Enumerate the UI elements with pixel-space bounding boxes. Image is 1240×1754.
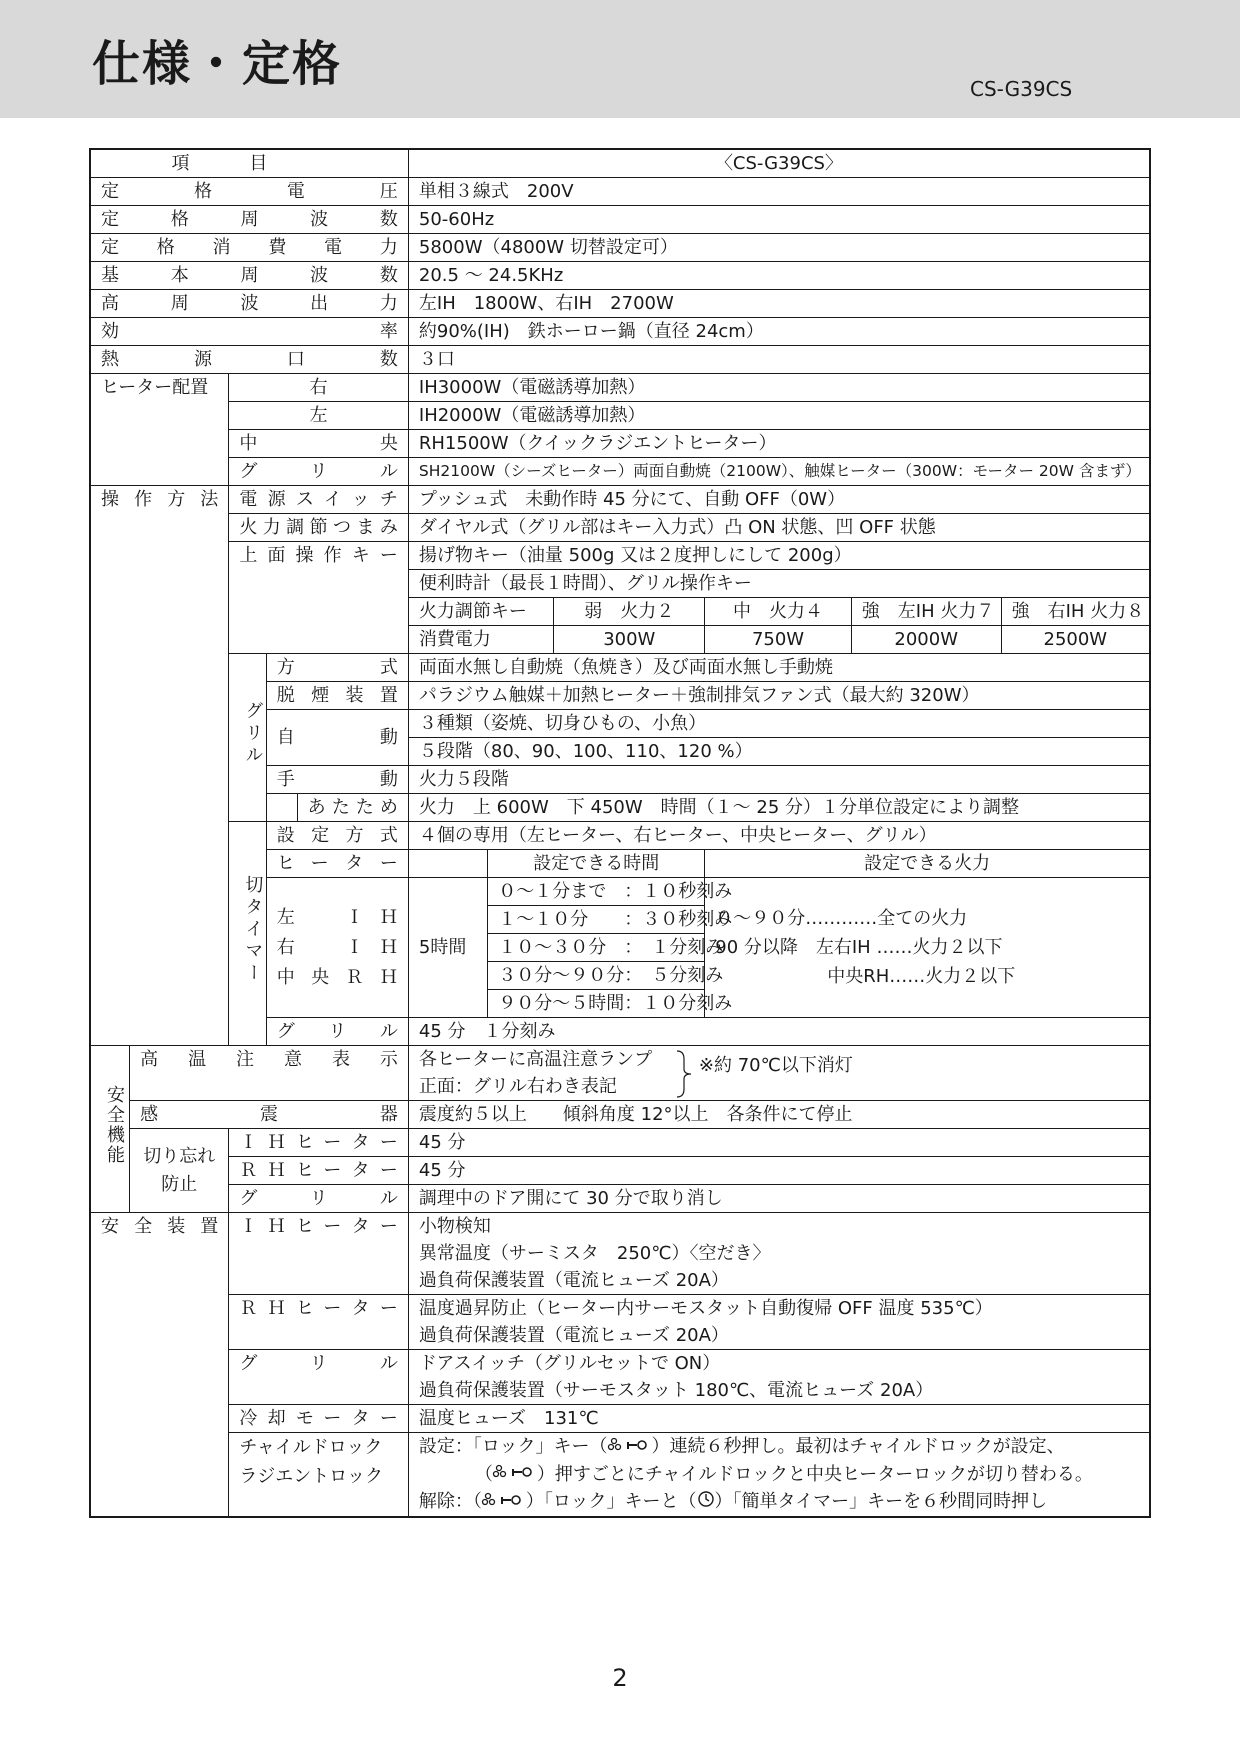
spacer-cell <box>266 794 297 822</box>
power-cell: 消費電力 <box>408 626 553 654</box>
row-label: 高温注意表示 <box>130 1046 409 1101</box>
row-label: 自動 <box>266 710 408 766</box>
row-value: 調理中のドア開にて 30 分で取り消し <box>408 1185 1150 1213</box>
power-cell: 750W <box>705 626 852 654</box>
lock-key-icon <box>482 1489 526 1516</box>
heat-cell: 火力調節キー <box>408 598 553 626</box>
row-value: IH2000W（電磁誘導加熱） <box>408 402 1150 430</box>
row-label: 定格電圧 <box>90 178 408 206</box>
row-label: 右 <box>229 374 409 402</box>
header-model-cell: 〈CS-G39CS〉 <box>408 149 1150 178</box>
table-row <box>90 458 1150 486</box>
row-value: 単相３線式 200V <box>408 178 1150 206</box>
row-value: ドアスイッチ（グリルセットで ON） <box>408 1350 1150 1378</box>
table-header-row <box>90 149 1150 178</box>
lock-line-3-suffix: ）「簡単タイマー」キーを６秒間同時押し <box>714 1491 1048 1512</box>
table-row <box>90 206 1150 234</box>
spec-table <box>89 148 1151 1518</box>
row-label: ヒーター <box>266 850 408 878</box>
table-row <box>90 1185 1150 1213</box>
table-row <box>90 178 1150 206</box>
safety-device-label: 安全装置 <box>90 1213 229 1517</box>
row-label: 左 <box>229 402 409 430</box>
timer-step: ３０分～９０分： ５分刻み <box>488 962 705 990</box>
table-row <box>90 822 1150 850</box>
row-label: 高周波出力 <box>90 290 408 318</box>
page-title: 仕様・定格 <box>92 36 343 92</box>
row-value: 揚げ物キー（油量 500g 又は２度押しにして 200g） <box>408 542 1150 570</box>
timer-step: １０～３０分 ： １分刻み <box>488 934 705 962</box>
row-label: ＩＨヒーター <box>229 1129 409 1157</box>
lock-line-3 <box>408 1488 1150 1517</box>
row-label: ＩＨヒーター <box>229 1213 409 1295</box>
table-row <box>90 374 1150 402</box>
heat-cell: 弱 火力２ <box>554 598 705 626</box>
row-label: グリル <box>229 1350 409 1405</box>
header-item-label: 項目 <box>171 153 328 174</box>
operation-label: 操作方法 <box>90 486 229 1046</box>
timer-step: １～１０分 ：３０秒刻み <box>488 906 705 934</box>
high-temp-line-1: 各ヒーターに高温注意ランプ <box>418 1049 653 1070</box>
row-value: 45 分 <box>408 1129 1150 1157</box>
row-value: 火力５段階 <box>408 766 1150 794</box>
table-row <box>90 262 1150 290</box>
lock-label-cell <box>229 1433 409 1517</box>
lock-line-3-prefix: 解除：（ <box>418 1491 482 1512</box>
safety-func-label <box>90 1046 130 1213</box>
row-value: 温度過昇防止（ヒーター内サーモスタット自動復帰 OFF 温度 535℃） <box>408 1295 1150 1323</box>
row-value: 45 分 <box>408 1157 1150 1185</box>
timer-power-cell <box>705 878 1150 1018</box>
row-value: 左IH 1800W、右IH 2700W <box>408 290 1150 318</box>
table-row <box>90 318 1150 346</box>
row-value: 5800W（4800W 切替設定可） <box>408 234 1150 262</box>
table-row <box>90 290 1150 318</box>
timer-group-text: 切タイマー <box>242 874 264 985</box>
header-item-cell <box>90 149 408 178</box>
power-cell: 2500W <box>1001 626 1150 654</box>
row-label: 脱煙装置 <box>266 682 408 710</box>
row-value: 火力 上 600W 下 450W 時間（１～ 25 分）１分単位設定により調整 <box>408 794 1150 822</box>
timer-heaters-cell <box>266 878 408 1018</box>
row-value: 過負荷保護装置（サーモスタット 180℃、電流ヒューズ 20A） <box>408 1377 1150 1405</box>
lock-line-3-mid: ）「ロック」キーと（ <box>525 1491 697 1512</box>
power-cell: 300W <box>554 626 705 654</box>
row-value: 震度約５以上 傾斜角度 12°以上 各条件にて停止 <box>408 1101 1150 1129</box>
high-temp-line-2: 正面：グリル右わき表記 <box>418 1076 617 1097</box>
row-value: 過負荷保護装置（電流ヒューズ 20A） <box>408 1322 1150 1350</box>
row-value: 50-60Hz <box>408 206 1150 234</box>
row-label: 定格消費電力 <box>90 234 408 262</box>
table-row <box>90 1433 1150 1461</box>
row-label: 熱源口数 <box>90 346 408 374</box>
power-line-3: 中央RH……火力２以下 <box>827 966 1016 987</box>
row-label: 電源スイッチ <box>229 486 409 514</box>
row-value: 45 分 １分刻み <box>408 1018 1150 1046</box>
col-time-header: 設定できる時間 <box>488 850 705 878</box>
row-value: 20.5 ～ 24.5KHz <box>408 262 1150 290</box>
timer-step: ９０分～５時間：１０分刻み <box>488 990 705 1018</box>
row-value: ダイヤル式（グリル部はキー入力式）凸 ON 状態、凹 OFF 状態 <box>408 514 1150 542</box>
row-value: 便利時計（最長１時間）、グリル操作キー <box>408 570 1150 598</box>
row-label: 上面操作キー <box>229 542 409 654</box>
row-label: あたため <box>297 794 408 822</box>
row-value: 小物検知 <box>408 1213 1150 1241</box>
table-row <box>90 1295 1150 1323</box>
left-ih-label: 左 ＩＨ <box>276 906 398 928</box>
table-row <box>90 1157 1150 1185</box>
timer-clock-icon <box>697 1489 715 1516</box>
row-label: ＲＨヒーター <box>229 1295 409 1350</box>
lock-key-icon <box>493 1461 537 1488</box>
row-label: 効率 <box>90 318 408 346</box>
table-row <box>90 654 1150 682</box>
row-value: ４個の専用（左ヒーター、右ヒーター、中央ヒーター、グリル） <box>408 822 1150 850</box>
page-number: 2 <box>612 1664 628 1692</box>
lock-line-2-suffix: ）押すごとにチャイルドロックと中央ヒーターロックが切り替わる。 <box>536 1463 1093 1485</box>
lock-line-1 <box>408 1433 1150 1461</box>
table-row <box>90 1350 1150 1378</box>
heater-layout-label: ヒーター配置 <box>90 374 229 486</box>
heat-cell: 強 右IH 火力８ <box>1001 598 1150 626</box>
lock-key-icon <box>608 1434 652 1461</box>
row-label: 定格周波数 <box>90 206 408 234</box>
timer-step: ０～１分まで ：１０秒刻み <box>488 878 705 906</box>
row-value: 温度ヒューズ 131℃ <box>408 1405 1150 1433</box>
row-value: 異常温度（サーミスタ 250℃）〈空だき〉 <box>408 1240 1150 1267</box>
high-temp-cell <box>408 1046 1150 1101</box>
table-row <box>90 1129 1150 1157</box>
table-row <box>90 514 1150 542</box>
row-label: 中央 <box>229 430 409 458</box>
model-number: CS-G39CS <box>970 77 1073 101</box>
heat-cell: 強 左IH 火力７ <box>851 598 1001 626</box>
table-row <box>90 346 1150 374</box>
table-row <box>90 1405 1150 1433</box>
row-value: ５段階（80、90、100、110、120 %） <box>408 738 1150 766</box>
power-line-2: 90 分以降 左右IH ……火力２以下 <box>715 937 1003 958</box>
row-label: 基本周波数 <box>90 262 408 290</box>
grill-group-text: グリル <box>242 700 264 767</box>
table-row <box>90 1101 1150 1129</box>
header-band <box>0 0 1240 118</box>
row-label: グリル <box>229 458 409 486</box>
high-temp-note: ※約 70℃以下消灯 <box>698 1055 853 1076</box>
radiant-lock-label: ラジエントロック <box>239 1466 383 1487</box>
table-row <box>90 1213 1150 1241</box>
row-value: IH3000W（電磁誘導加熱） <box>408 374 1150 402</box>
table-row <box>90 402 1150 430</box>
row-value: RH1500W（クイックラジエントヒーター） <box>408 430 1150 458</box>
power-line-1: ０～９０分…………全ての火力 <box>715 908 968 929</box>
lock-set-suffix: ）連続６秒押し。最初はチャイルドロックが設定、 <box>651 1436 1065 1457</box>
table-row <box>90 430 1150 458</box>
row-label: 火力調節つまみ <box>229 514 409 542</box>
row-label: 方式 <box>266 654 408 682</box>
row-value: 過負荷保護装置（電流ヒューズ 20A） <box>408 1267 1150 1295</box>
row-label: 設定方式 <box>266 822 408 850</box>
grill-group-label <box>229 654 266 822</box>
row-value: 両面水無し自動焼（魚焼き）及び両面水無し手動焼 <box>408 654 1150 682</box>
blank-cell <box>408 850 487 878</box>
row-label: グリル <box>266 1018 408 1046</box>
lock-line-2-open: （ <box>474 1463 493 1485</box>
center-rh-label: 中央ＲＨ <box>276 966 398 988</box>
row-value: 約90%(IH) 鉄ホーロー鍋（直径 24cm） <box>408 318 1150 346</box>
row-label: 冷却モーター <box>229 1405 409 1433</box>
heat-cell: 中 火力４ <box>705 598 852 626</box>
row-label: 手動 <box>266 766 408 794</box>
row-value: ３口 <box>408 346 1150 374</box>
child-lock-label: チャイルドロック <box>239 1437 383 1458</box>
row-label: グリル <box>229 1185 409 1213</box>
brace-icon <box>675 1049 693 1099</box>
table-row <box>90 486 1150 514</box>
power-cell: 2000W <box>851 626 1001 654</box>
lock-set-prefix: 設定：「ロック」キー（ <box>418 1436 608 1457</box>
row-value: ３種類（姿焼、切身ひもの、小魚） <box>408 710 1150 738</box>
timer-group-label <box>229 822 266 1046</box>
duration-cell: 5時間 <box>408 878 487 1018</box>
table-row <box>90 234 1150 262</box>
row-value: SH2100W（シーズヒーター）両面自動焼（2100W）、触媒ヒーター（300W：モーター 20W 含まず） <box>408 458 1150 486</box>
row-value: パラジウム触媒＋加熱ヒーター＋強制排気ファン式（最大約 320W） <box>408 682 1150 710</box>
row-label: ＲＨヒーター <box>229 1157 409 1185</box>
row-label: 感震器 <box>130 1101 409 1129</box>
row-value: プッシュ式 未動作時 45 分にて、自動 OFF（0W） <box>408 486 1150 514</box>
right-ih-label: 右 ＩＨ <box>276 936 398 958</box>
table-row <box>90 542 1150 570</box>
forget-label: 切り忘れ防止 <box>130 1129 229 1213</box>
safety-func-text: 安全機能 <box>104 1085 125 1165</box>
lock-line-2 <box>408 1461 1150 1489</box>
col-power-header: 設定できる火力 <box>705 850 1150 878</box>
